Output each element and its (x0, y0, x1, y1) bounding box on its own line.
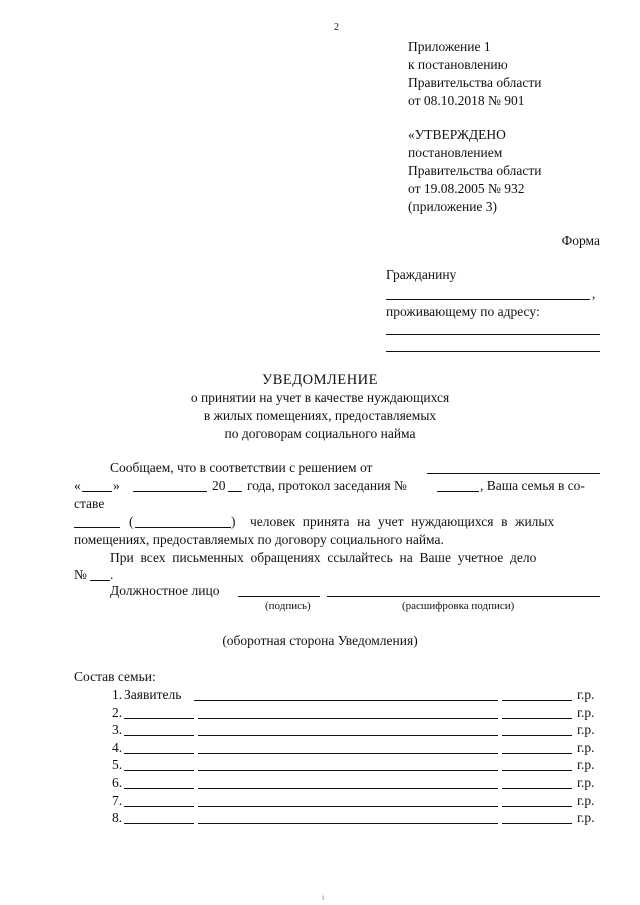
addressee-residing: проживающему по адресу: (386, 304, 540, 319)
family-row (74, 792, 600, 810)
family-row (74, 721, 600, 739)
family-member-name-field[interactable] (198, 792, 498, 807)
family-member-birthyear-field[interactable] (502, 721, 572, 736)
p1-mid: года, протокол заседания № (247, 478, 407, 493)
reverse-side-heading: (оборотная сторона Уведомления) (222, 633, 418, 648)
subtitle-line: в жилых помещениях, предоставляемых (203, 408, 437, 423)
day-field[interactable] (82, 491, 112, 492)
family-row-suffix: г.р. (577, 740, 595, 755)
appendix-line: Правительства области (408, 75, 542, 90)
family-row-num: 8. (112, 810, 123, 825)
p3-number-sign: № (74, 567, 87, 582)
approved-line: (приложение 3) (408, 199, 498, 214)
family-row-num: 6. (112, 775, 123, 790)
addressee-name-field[interactable] (386, 299, 590, 300)
decision-date-field[interactable] (427, 473, 600, 474)
family-row-label: Заявитель (124, 687, 182, 702)
year-field[interactable] (228, 491, 242, 492)
approved-line: «УТВЕРЖДЕНО (408, 127, 506, 142)
approved-line: Правительства области (408, 163, 542, 178)
family-member-birthyear-field[interactable] (502, 686, 572, 701)
family-member-relation-field[interactable] (124, 809, 194, 824)
subtitle-line: по договорам социального найма (224, 426, 416, 441)
family-row (74, 704, 600, 722)
subtitle-line: о принятии на учет в качестве нуждающихся (190, 390, 450, 405)
notice-subtitle (0, 389, 640, 443)
family-row (74, 809, 600, 827)
p1-end: , Ваша семья в со- (480, 478, 585, 493)
family-member-relation-field[interactable] (124, 756, 194, 771)
p2-line2: помещениях, предоставляемых по договору социального найма. (74, 532, 444, 547)
family-member-relation-field[interactable] (124, 792, 194, 807)
family-member-name-field[interactable] (198, 704, 498, 719)
family-row-num: 1. (112, 687, 123, 702)
family-member-birthyear-field[interactable] (502, 809, 572, 824)
persons-count-field[interactable] (74, 527, 120, 528)
appendix-line: Приложение 1 (408, 39, 491, 54)
family-member-relation-field[interactable] (124, 721, 194, 736)
family-member-birthyear-field[interactable] (502, 739, 572, 754)
p2-text: человек принята на учет нуждающихся в жилых (250, 514, 555, 529)
family-row-suffix: г.р. (577, 705, 595, 720)
family-row-num: 4. (112, 740, 123, 755)
p1-start: Сообщаем, что в соответствии с решением от (110, 460, 373, 475)
family-row-suffix: г.р. (577, 687, 595, 702)
p1-close-quote: » (113, 478, 120, 493)
approved-block (408, 126, 541, 216)
family-member-birthyear-field[interactable] (502, 704, 572, 719)
family-row-suffix: г.р. (577, 793, 595, 808)
account-number-field[interactable] (90, 580, 110, 581)
family-member-birthyear-field[interactable] (502, 792, 572, 807)
family-member-relation-field[interactable] (124, 774, 194, 789)
approved-line: постановлением (408, 145, 503, 160)
signature-caption: (подпись) (265, 600, 311, 612)
month-field[interactable] (133, 491, 207, 492)
family-row-num: 5. (112, 757, 123, 772)
family-row-suffix: г.р. (577, 722, 595, 737)
p3-text: При всех письменных обращениях ссылайтесь на Ваше учетное дело (110, 550, 537, 565)
family-member-name-field[interactable] (198, 756, 498, 771)
family-row-num: 2. (112, 705, 123, 720)
family-row-num: 7. (112, 793, 123, 808)
family-member-relation-field[interactable] (124, 704, 194, 719)
family-member-relation-field[interactable] (124, 739, 194, 754)
official-label: Должностное лицо (110, 583, 220, 598)
p3-period: . (110, 567, 114, 582)
p2-close-paren: ) (231, 514, 236, 529)
address-line-1[interactable] (386, 334, 600, 335)
family-member-birthyear-field[interactable] (502, 774, 572, 789)
page-number: 2 (334, 22, 339, 33)
address-line-2[interactable] (386, 351, 600, 352)
p1-year: 20 (212, 478, 226, 493)
family-row (74, 686, 600, 704)
family-row (74, 774, 600, 792)
p2-open-paren: ( (129, 514, 134, 529)
signature-transcript-field[interactable] (327, 596, 600, 597)
addressee-to: Гражданину (386, 267, 457, 282)
family-row-num: 3. (112, 722, 123, 737)
addressee-block (386, 266, 602, 356)
family-member-name-field[interactable] (198, 739, 498, 754)
family-member-birthyear-field[interactable] (502, 756, 572, 771)
appendix-line: от 08.10.2018 № 901 (408, 93, 525, 108)
family-row (74, 739, 600, 757)
appendix-line: к постановлению (408, 57, 508, 72)
family-row-suffix: г.р. (577, 810, 595, 825)
family-member-name-field[interactable] (198, 774, 498, 789)
transcript-caption: (расшифровка подписи) (402, 600, 515, 612)
footer-mark: i (322, 893, 325, 902)
signature-field[interactable] (238, 596, 320, 597)
notice-title: УВЕДОМЛЕНИЕ (261, 372, 379, 388)
family-heading: Состав семьи: (74, 669, 156, 684)
persons-count-words-field[interactable] (135, 527, 231, 528)
family-row-suffix: г.р. (577, 757, 595, 772)
p1-open-quote: « (74, 478, 81, 493)
appendix-block (408, 38, 541, 110)
protocol-number-field[interactable] (437, 491, 479, 492)
approved-line: от 19.08.2005 № 932 (408, 181, 525, 196)
family-member-name-field[interactable] (198, 809, 498, 824)
family-member-name-field[interactable] (194, 686, 498, 701)
family-member-name-field[interactable] (198, 721, 498, 736)
p1-wrap: ставе (74, 496, 105, 511)
form-label: Форма (561, 233, 600, 248)
addressee-comma: , (592, 286, 596, 301)
family-row (74, 756, 600, 774)
family-row-suffix: г.р. (577, 775, 595, 790)
